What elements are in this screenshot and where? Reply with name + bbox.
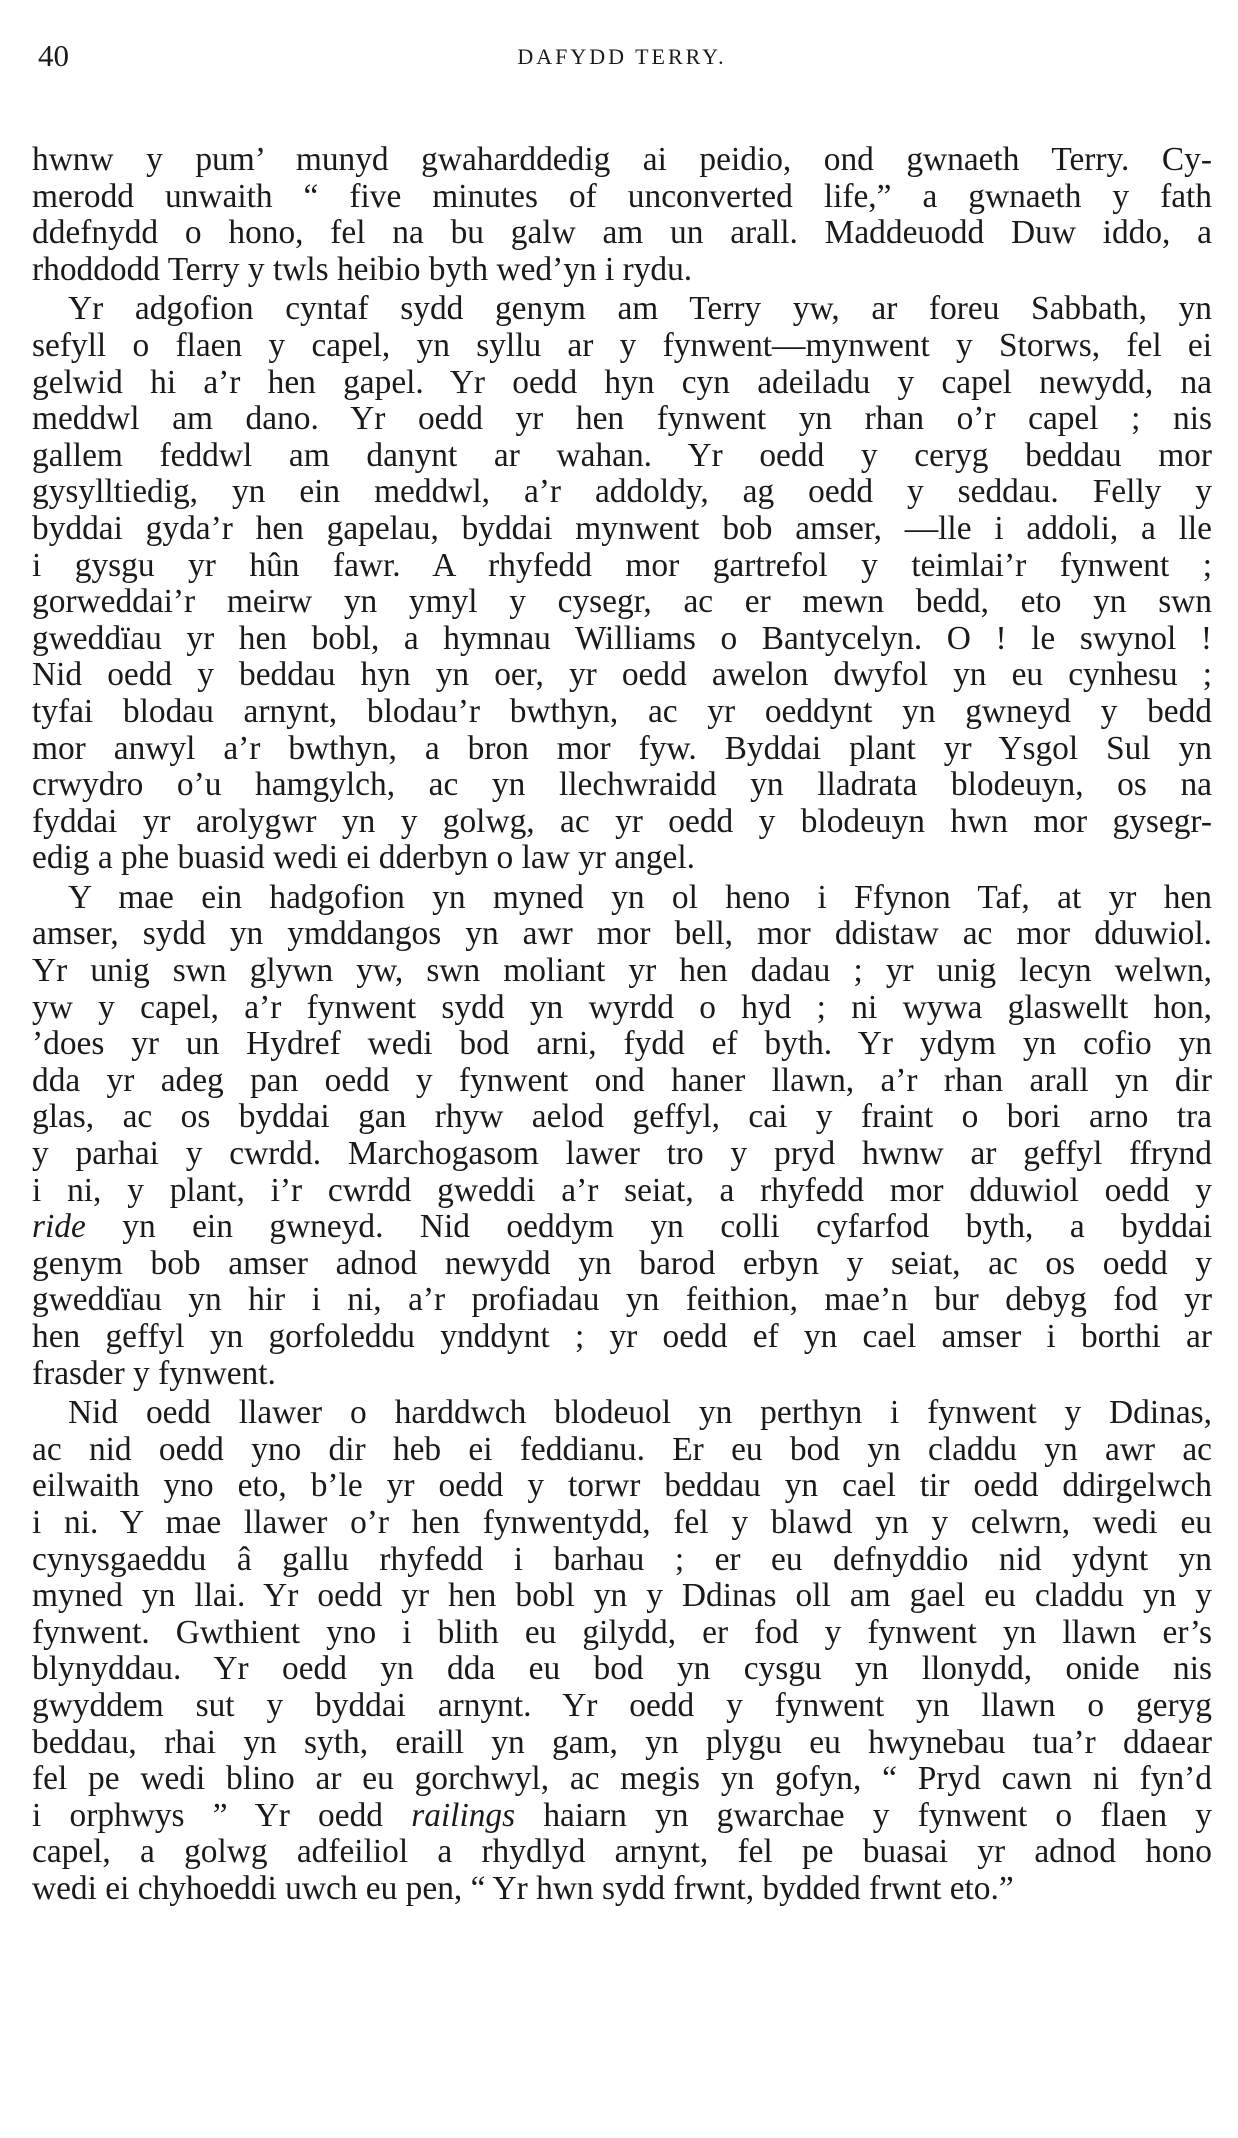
text-line: capel, a golwg adfeiliol a rhydlyd arnynt, fel pe buasai yr adnod hono: [32, 1833, 1212, 1871]
text-line: cynysgaeddu â gallu rhyfedd i barhau ; er eu defnyddio nid ydynt yn: [32, 1540, 1212, 1578]
text-line: Y mae ein hadgofion yn myned yn ol heno i Ffynon Taf, at yr hen: [68, 878, 1212, 916]
text-line: amser, sydd yn ymddangos yn awr mor bell, mor ddistaw ac mor dduwiol.: [32, 915, 1212, 953]
page-number: 40: [38, 38, 69, 73]
text-line: meddwl am dano. Yr oedd yr hen fynwent yn rhan o’r capel ; nis: [32, 400, 1212, 438]
running-head: DAFYDD TERRY.: [517, 44, 727, 69]
text-line: sefyll o flaen y capel, yn syllu ar y fynwent—mynwent y Storws, fel ei: [32, 326, 1212, 364]
text-line: gysylltiedig, yn ein meddwl, a’r addoldy, ag oedd y seddau. Felly y: [32, 473, 1212, 511]
text-line: gallem feddwl am danynt ar wahan. Yr oedd y ceryg beddau mor: [32, 436, 1212, 474]
text-line: merodd unwaith “ five minutes of unconverted life,” a gwnaeth y fath: [32, 177, 1212, 215]
text-line: ride yn ein gwneyd. Nid oeddym yn colli cyfarfod byth, a byddai: [32, 1208, 1212, 1246]
text-line: ac nid oedd yno dir heb ei feddianu. Er eu bod yn claddu yn awr ac: [32, 1430, 1212, 1468]
text-line: y parhai y cwrdd. Marchogasom lawer tro y pryd hwnw ar geffyl ffrynd: [32, 1135, 1212, 1173]
text-line: gweddïau yr hen bobl, a hymnau Williams o Bantycelyn. O ! le swynol !: [32, 619, 1212, 657]
text-line: gwyddem sut y byddai arnynt. Yr oedd y fynwent yn llawn o geryg: [32, 1686, 1212, 1724]
text-line: eilwaith yno eto, b’le yr oedd y torwr beddau yn cael tir oedd ddirgelwch: [32, 1467, 1212, 1505]
text-line: i ni, y plant, i’r cwrdd gweddi a’r seiat, a rhyfedd mor dduwiol oedd y: [32, 1171, 1212, 1209]
text-line: crwydro o’u hamgylch, ac yn llechwraidd yn lladrata blodeuyn, os na: [32, 766, 1212, 804]
text-line: i ni. Y mae llawer o’r hen fynwentydd, fel y blawd yn y celwrn, wedi eu: [32, 1503, 1212, 1541]
paragraph: [32, 1395, 1212, 1907]
body-text: [32, 142, 1212, 1908]
text-line: edig a phe buasid wedi ei dderbyn o law yr angel.: [32, 839, 695, 877]
text-line: byddai gyda’r hen gapelau, byddai mynwent bob amser, —lle i addoli, a lle: [32, 509, 1212, 547]
text-line: hwnw y pum’ munyd gwaharddedig ai peidio, ond gwnaeth Terry. Cy-: [32, 141, 1212, 178]
text-line: gorweddai’r meirw yn ymyl y cysegr, ac er mewn bedd, eto yn swn: [32, 583, 1212, 621]
text-line: yw y capel, a’r fynwent sydd yn wyrdd o hyd ; ni wywa glaswellt hon,: [32, 988, 1212, 1026]
text-line: Yr unig swn glywn yw, swn moliant yr hen dadau ; yr unig lecyn welwn,: [32, 952, 1212, 990]
text-line: mor anwyl a’r bwthyn, a bron mor fyw. Byddai plant yr Ysgol Sul yn: [32, 729, 1212, 767]
text-line: dda yr adeg pan oedd y fynwent ond haner llawn, a’r rhan arall yn dir: [32, 1061, 1212, 1099]
text-line: i gysgu yr hûn fawr. A rhyfedd mor gartrefol y teimlai’r fynwent ;: [32, 546, 1212, 584]
text-line: myned yn llai. Yr oedd yr hen bobl yn y Ddinas oll am gael eu claddu yn y: [32, 1577, 1212, 1615]
text-line: blynyddau. Yr oedd yn dda eu bod yn cysgu yn llonydd, onide nis: [32, 1650, 1212, 1688]
text-line: fynwent. Gwthient yno i blith eu gilydd, er fod y fynwent yn llawn er’s: [32, 1613, 1212, 1651]
text-line: rhoddodd Terry y twls heibio byth wed’yn i rydu.: [32, 250, 693, 288]
text-line: i orphwys ” Yr oedd railings haiarn yn gwarchae y fynwent o flaen y: [32, 1796, 1212, 1834]
text-line: beddau, rhai yn syth, eraill yn gam, yn plygu eu hwynebau tua’r ddaear: [32, 1723, 1212, 1761]
paragraph: [32, 880, 1212, 1392]
text-line: ’does yr un Hydref wedi bod arni, fydd ef byth. Yr ydym yn cofio yn: [32, 1025, 1212, 1063]
text-line: gelwid hi a’r hen gapel. Yr oedd hyn cyn adeiladu y capel newydd, na: [32, 363, 1212, 401]
page-header: [32, 30, 1212, 86]
book-page: [32, 30, 1212, 1908]
paragraph: [32, 291, 1212, 877]
text-line: wedi ei chyhoeddi uwch eu pen, “ Yr hwn sydd frwnt, bydded frwnt eto.”: [32, 1869, 1014, 1907]
text-line: gweddïau yn hir i ni, a’r profiadau yn feithion, mae’n bur debyg fod yr: [32, 1281, 1212, 1319]
text-line: fel pe wedi blino ar eu gorchwyl, ac megis yn gofyn, “ Pryd cawn ni fyn’d: [32, 1760, 1212, 1798]
text-line: fyddai yr arolygwr yn y golwg, ac yr oedd y blodeuyn hwn mor gysegr-: [32, 802, 1212, 840]
text-line: frasder y fynwent.: [32, 1354, 276, 1392]
text-line: glas, ac os byddai gan rhyw aelod geffyl, cai y fraint o bori arno tra: [32, 1098, 1212, 1136]
text-line: tyfai blodau arnynt, blodau’r bwthyn, ac yr oeddynt yn gwneyd y bedd: [32, 692, 1212, 730]
text-line: hen geffyl yn gorfoleddu ynddynt ; yr oedd ef yn cael amser i borthi ar: [32, 1318, 1212, 1355]
text-line: genym bob amser adnod newydd yn barod erbyn y seiat, ac os oedd y: [32, 1244, 1212, 1282]
paragraph: [32, 142, 1212, 288]
text-line: Nid oedd llawer o harddwch blodeuol yn perthyn i fynwent y Ddinas,: [68, 1394, 1212, 1432]
text-line: Yr adgofion cyntaf sydd genym am Terry yw, ar foreu Sabbath, yn: [68, 290, 1212, 328]
text-line: ddefnydd o hono, fel na bu galw am un arall. Maddeuodd Duw iddo, a: [32, 214, 1212, 252]
text-line: Nid oedd y beddau hyn yn oer, yr oedd awelon dwyfol yn eu cynhesu ;: [32, 656, 1212, 694]
